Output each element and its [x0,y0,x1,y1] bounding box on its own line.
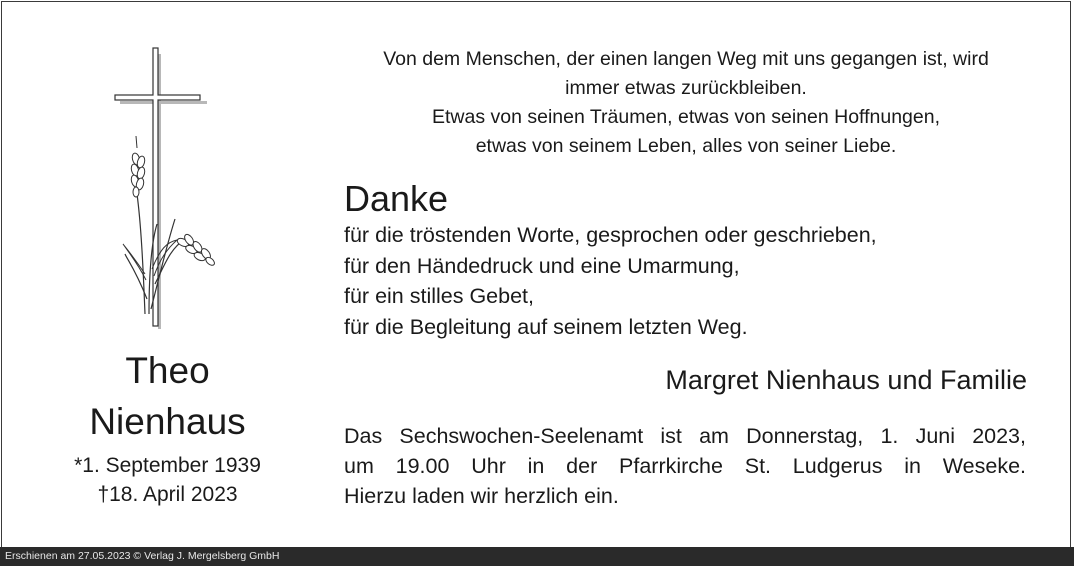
thanks-list [344,220,877,342]
deceased-last-name: Nienhaus [89,401,246,442]
thanks-line: für den Händedruck und eine Umarmung, [344,253,740,278]
deceased-first-name: Theo [125,350,210,391]
thanks-line: für die tröstenden Worte, gesprochen oder geschrieben, [344,223,877,247]
death-date: †18. April 2023 [97,483,238,506]
quote-line: immer etwas zurückbleiben. [565,77,807,99]
quote-line: Etwas von seinen Träumen, etwas von seinen Hoffnungen, [431,106,941,128]
cross-with-wheat-icon [105,44,225,334]
service-line: um 19.00 Uhr in der Pfarrkirche St. Ludgerus in Weseke. [344,454,1026,478]
danke-heading: Danke [344,178,449,219]
thanks-line: für die Begleitung auf seinem letzten Weg. [344,314,748,339]
family-signature: Margret Nienhaus und Familie [665,365,1027,395]
service-line: Hierzu laden wir herzlich ein. [344,484,619,508]
quote-line: etwas von seinem Leben, alles von seiner Liebe. [475,135,897,157]
quote-line: Von dem Menschen, der einen langen Weg mit uns gegangen ist, wird [383,48,989,70]
service-announcement [344,421,1026,511]
publication-footer: Erschienen am 27.05.2023 © Verlag J. Mergelsberg GmbH [0,547,1074,566]
birth-date: *1. September 1939 [74,454,261,477]
service-line: Das Sechswochen-Seelenamt ist am Donnerstag, 1. Juni 2023, [344,424,1026,448]
memorial-quote [343,45,1029,161]
thanks-line: für ein stilles Gebet, [344,284,535,308]
